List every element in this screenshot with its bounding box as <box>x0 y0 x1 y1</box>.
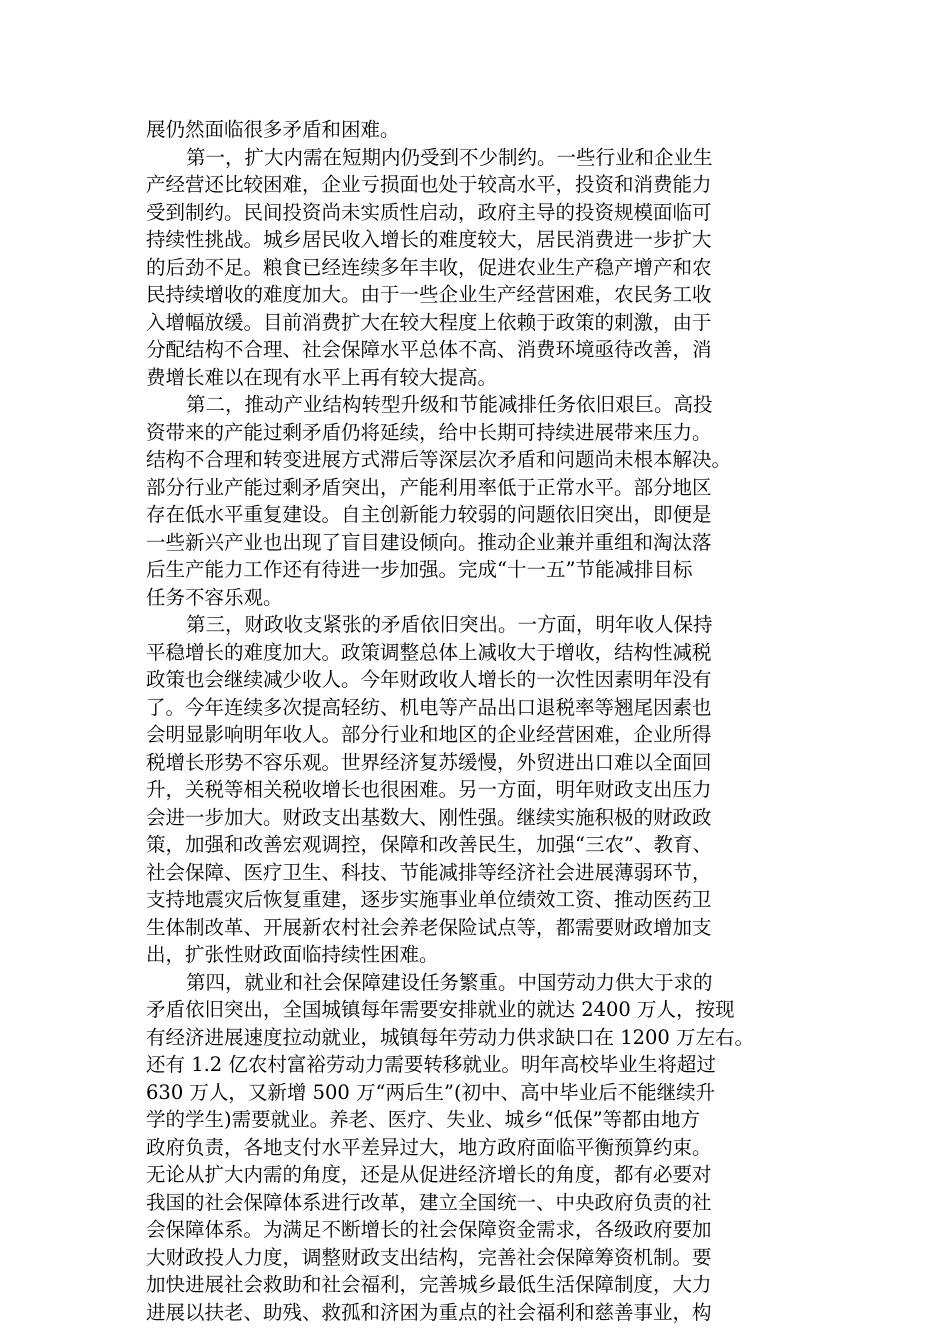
text-line: 策，加强和改善宏观调控，保障和改善民生，加强“三农”、教育、 <box>146 833 712 856</box>
paragraph <box>146 969 810 1327</box>
text-line: 入增幅放缓。目前消费扩大在较大程度上依赖于政策的刺激，由于 <box>146 310 712 334</box>
paragraph <box>146 391 810 611</box>
text-line: 一些新兴产业也出现了盲目建设倾向。推动企业兼并重组和淘汰落 <box>146 530 712 554</box>
text-line: 结构不合理和转变进展方式滞后等深层次矛盾和问题尚未根本解决。 <box>146 448 732 471</box>
text-line: 民持续增收的难度加大。由于一些企业生产经营困难，农民务工收 <box>146 283 712 306</box>
text-line: 分配结构不合理、社会保障水平总体不高、消费环境亟待改善，消 <box>146 338 712 361</box>
text-line: 第四，就业和社会保障建设任务繁重。中国劳动力供大于求的 <box>186 970 713 994</box>
text-line: 政策也会继续减少收人。今年财政收人增长的一次性因素明年没有 <box>146 668 712 691</box>
text-line: 学的学生)需要就业。养老、医疗、失业、城乡“低保”等都由地方 <box>146 1108 701 1131</box>
body-text <box>146 116 810 1326</box>
text-line: 我国的社会保障体系进行改革，建立全国统一、中央政府负责的社 <box>146 1190 712 1214</box>
text-line: 升，关税等相关税收增长也很困难。另一方面，明年财政支出压力 <box>146 778 712 801</box>
text-line: 了。今年连续多次提高轻纺、机电等产品出口退税率等翘尾因素也 <box>146 695 712 719</box>
text-line: 矛盾依旧突出，全国城镇每年需要安排就业的就达 2400 万人，按现 <box>146 998 735 1021</box>
text-line: 税增长形势不容乐观。世界经济复苏缓慢，外贸进出口难以全面回 <box>146 750 712 774</box>
text-line: 产经营还比较困难，企业亏损面也处于较高水平，投资和消费能力 <box>146 173 712 196</box>
text-line: 的后劲不足。粮食已经连续多年丰收，促进农业生产稳产增产和农 <box>146 255 712 279</box>
text-line: 第三，财政收支紧张的矛盾依旧突出。一方面，明年收人保持 <box>186 613 713 636</box>
text-line: 存在低水平重复建设。自主创新能力较弱的问题依旧突出，即便是 <box>146 503 712 526</box>
text-line: 第一，扩大内需在短期内仍受到不少制约。一些行业和企业生 <box>186 145 713 169</box>
text-line: 无论从扩大内需的角度，还是从促进经济增长的角度，都有必要对 <box>146 1163 712 1186</box>
text-line: 资带来的产能过剩矛盾仍将延续，给中长期可持续进展带来压力。 <box>146 420 712 444</box>
text-line: 630 万人，又新增 500 万“两后生”(初中、高中毕业后不能继续升 <box>146 1080 716 1104</box>
paragraph <box>146 116 810 144</box>
paragraph <box>146 611 810 969</box>
text-line: 加快进展社会救助和社会福利，完善城乡最低生活保障制度，大力 <box>146 1273 712 1296</box>
text-line: 进展以扶老、助残、救孤和济困为重点的社会福利和慈善事业，构 <box>146 1300 712 1324</box>
text-line: 会保障体系。为满足不断增长的社会保障资金需求，各级政府要加 <box>146 1218 712 1241</box>
text-line: 支持地震灾后恢复重建，逐步实施事业单位绩效工资、推动医药卫 <box>146 888 712 911</box>
text-line: 还有 1.2 亿农村富裕劳动力需要转移就业。明年高校毕业生将超过 <box>146 1053 716 1076</box>
text-line: 展仍然面临很多矛盾和困难。 <box>146 118 400 141</box>
text-line: 持续性挑战。城乡居民收入增长的难度较大，居民消费进一步扩大 <box>146 228 712 251</box>
text-line: 出，扩张性财政面临持续性困难。 <box>146 943 439 966</box>
text-line: 费增长难以在现有水平上再有较大提高。 <box>146 365 498 389</box>
text-line: 生体制改革、开展新农村社会养老保险试点等，都需要财政增加支 <box>146 915 712 939</box>
text-line: 受到制约。民间投资尚未实质性启动，政府主导的投资规模面临可 <box>146 200 712 224</box>
text-line: 大财政投人力度，调整财政支出结构，完善社会保障筹资机制。要 <box>146 1245 712 1269</box>
text-line: 部分行业产能过剩矛盾突出，产能利用率低于正常水平。部分地区 <box>146 475 712 499</box>
text-line: 有经济进展速度拉动就业，城镇每年劳动力供求缺口在 1200 万左右。 <box>146 1025 755 1049</box>
text-line: 会进一步加大。财政支出基数大、刚性强。继续实施积极的财政政 <box>146 805 712 829</box>
text-line: 任务不容乐观。 <box>146 585 283 609</box>
text-line: 社会保障、医疗卫生、科技、节能减排等经济社会进展薄弱环节， <box>146 860 712 884</box>
text-line: 会明显影响明年收人。部分行业和地区的企业经营困难，企业所得 <box>146 723 712 746</box>
text-line: 平稳增长的难度加大。政策调整总体上减收大于增收，结构性减税 <box>146 640 712 664</box>
text-line: 后生产能力工作还有待进一步加强。完成“十一五”节能减排目标 <box>146 558 693 581</box>
text-line: 政府负责，各地支付水平差异过大，地方政府面临平衡预算约束。 <box>146 1135 712 1159</box>
paragraph <box>146 144 810 392</box>
text-line: 第二，推动产业结构转型升级和节能减排任务依旧艰巨。高投 <box>186 393 713 416</box>
